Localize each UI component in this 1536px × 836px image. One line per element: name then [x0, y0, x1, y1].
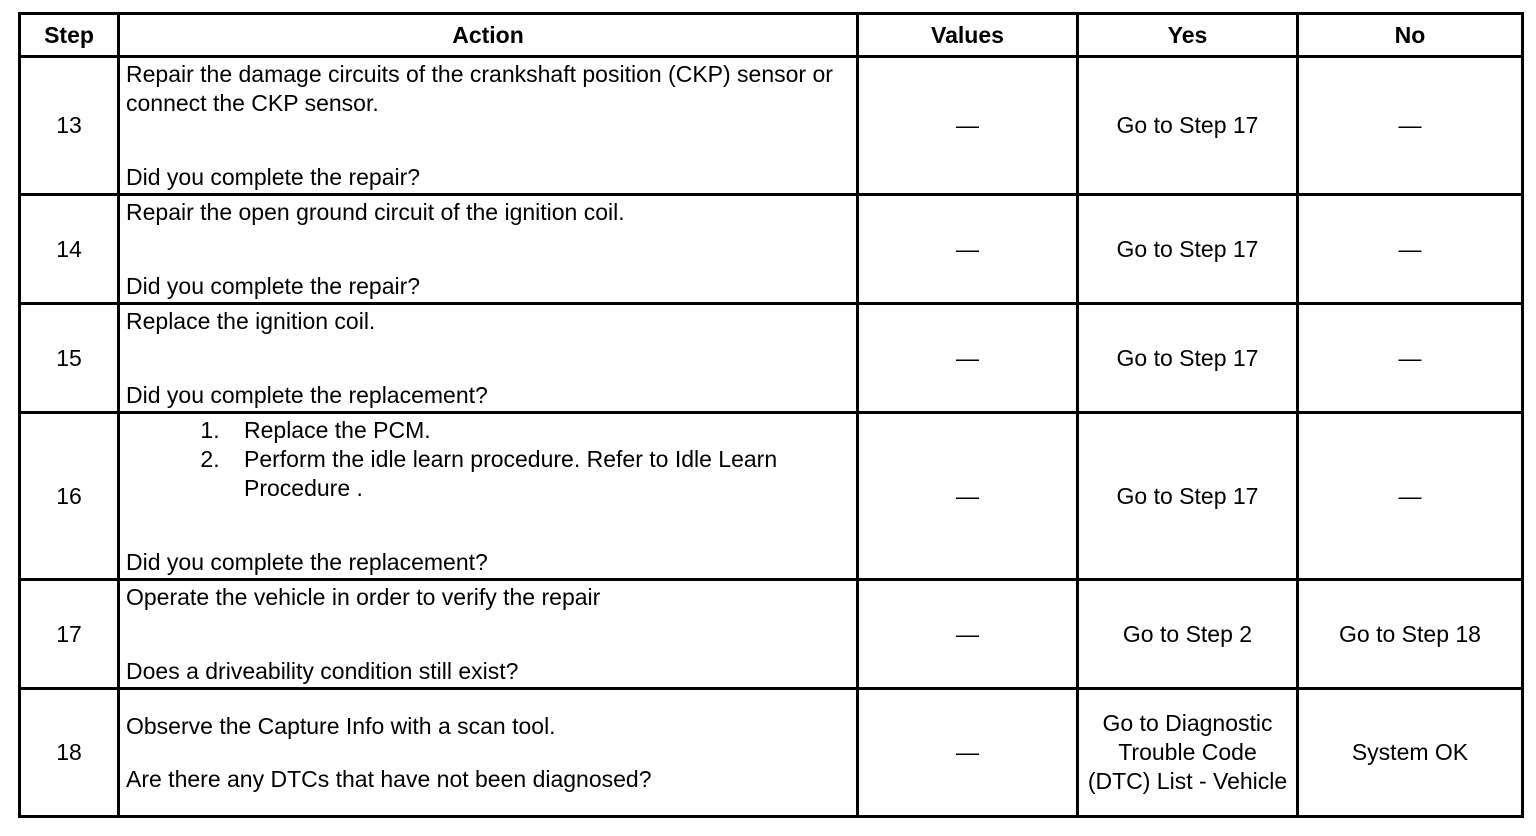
no-result: — [1298, 304, 1523, 413]
procedure-item: 1. Replace the PCM. [226, 416, 850, 445]
action-cell [119, 57, 858, 195]
action-text: Repair the open ground circuit of the ignition coil. [126, 198, 625, 225]
yes-result: Go to Step 17 [1078, 304, 1298, 413]
no-result: — [1298, 57, 1523, 195]
table-header-row [20, 14, 1523, 57]
action-cell [119, 195, 858, 304]
step-number: 18 [20, 689, 119, 817]
action-text: Replace the ignition coil. [126, 307, 376, 334]
yes-result: Go to Step 2 [1078, 580, 1298, 689]
step-number: 17 [20, 580, 119, 689]
step-number: 13 [20, 57, 119, 195]
action-text: Operate the vehicle in order to verify the repair [126, 583, 601, 610]
action-cell [119, 689, 858, 817]
procedure-list [126, 416, 850, 503]
values-cell: — [858, 580, 1078, 689]
yes-result: Go to Step 17 [1078, 57, 1298, 195]
action-text: Observe the Capture Info with a scan tool. [126, 712, 556, 739]
table-row [20, 195, 1523, 304]
action-question: Are there any DTCs that have not been diagnosed? [126, 765, 652, 792]
header-action: Action [119, 14, 858, 57]
header-step: Step [20, 14, 119, 57]
action-question: Did you complete the repair? [126, 163, 421, 190]
table-row [20, 580, 1523, 689]
values-cell: — [858, 689, 1078, 817]
action-question: Did you complete the replacement? [126, 548, 488, 575]
header-no: No [1298, 14, 1523, 57]
values-cell: — [858, 304, 1078, 413]
action-question: Does a driveability condition still exist? [126, 657, 519, 684]
action-cell [119, 580, 858, 689]
no-result: Go to Step 18 [1298, 580, 1523, 689]
action-cell [119, 413, 858, 580]
step-number: 16 [20, 413, 119, 580]
values-cell: — [858, 57, 1078, 195]
action-question: Did you complete the replacement? [126, 381, 488, 408]
action-text: Repair the damage circuits of the crankshaft position (CKP) sensor or connect the CKP sensor. [126, 60, 833, 116]
no-result: — [1298, 195, 1523, 304]
header-values: Values [858, 14, 1078, 57]
yes-result: Go to Step 17 [1078, 195, 1298, 304]
procedure-item: 2. Perform the idle learn procedure. Refer to Idle Learn Procedure . [226, 445, 850, 503]
action-cell [119, 304, 858, 413]
header-yes: Yes [1078, 14, 1298, 57]
values-cell: — [858, 195, 1078, 304]
values-cell: — [858, 413, 1078, 580]
step-number: 15 [20, 304, 119, 413]
no-result: — [1298, 413, 1523, 580]
table-row [20, 689, 1523, 817]
table-row [20, 413, 1523, 580]
yes-result: Go to Step 17 [1078, 413, 1298, 580]
step-number: 14 [20, 195, 119, 304]
yes-result: Go to Diagnostic Trouble Code (DTC) List - Vehicle [1078, 689, 1298, 817]
table-row [20, 57, 1523, 195]
action-question: Did you complete the repair? [126, 272, 421, 299]
table-row [20, 304, 1523, 413]
diagnostic-steps-table [18, 12, 1524, 818]
no-result: System OK [1298, 689, 1523, 817]
